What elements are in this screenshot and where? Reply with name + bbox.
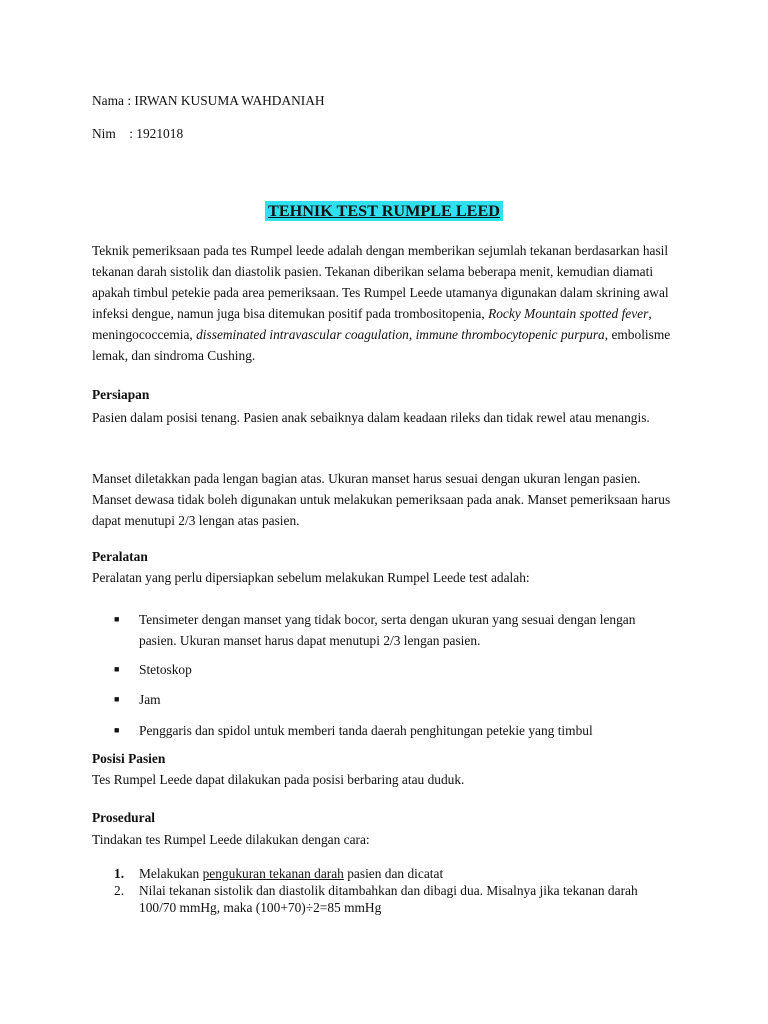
step-number: 1. bbox=[114, 866, 125, 881]
step-number: 2. bbox=[114, 883, 125, 898]
name-label: Nama : bbox=[92, 93, 135, 108]
intro-text-4: , embolisme lemak, dan sindroma Cushing. bbox=[92, 327, 671, 363]
intro-italic-dic: disseminated intravascular coagulation bbox=[196, 327, 409, 342]
bullet-square-icon: ■ bbox=[114, 614, 120, 624]
persiapan-paragraph-2: Manset diletakkan pada lengan bagian atas. Ukuran manset harus sesuai dengan ukuran lengan pasien. Manset dewasa tidak boleh digunakan untuk melakukan pemeriksaan pada anak. Manset pemeriksaan harus dapat menutupi 2/3 lengan atas pasien. bbox=[92, 471, 671, 528]
list-item-text: Stetoskop bbox=[139, 662, 192, 677]
nim-label: Nim : bbox=[92, 126, 137, 141]
prosedural-heading: Prosedural bbox=[92, 810, 155, 825]
intro-paragraph bbox=[92, 240, 682, 366]
posisi-heading: Posisi Pasien bbox=[92, 751, 166, 766]
document-title: TEHNIK TEST RUMPLE LEED bbox=[265, 201, 503, 221]
bullet-square-icon: ■ bbox=[114, 694, 120, 704]
title-container bbox=[0, 201, 768, 221]
nim-line bbox=[92, 126, 183, 142]
persiapan-heading: Persiapan bbox=[92, 387, 150, 402]
list-item-text: Tensimeter dengan manset yang tidak bocor, serta dengan ukuran yang sesuai dengan lengan pasien. Ukuran manset harus dapat menutupi 2/3 lengan pasien. bbox=[139, 612, 636, 648]
intro-text-3: , bbox=[408, 327, 416, 342]
list-item bbox=[114, 882, 674, 916]
intro-italic-itp: immune thrombocytopenic purpura bbox=[415, 327, 605, 342]
bullet-square-icon: ■ bbox=[114, 664, 120, 674]
persiapan-paragraph-1: Pasien dalam posisi tenang. Pasien anak sebaiknya dalam keadaan rileks dan tidak rewel atau menangis. bbox=[92, 410, 650, 425]
bullet-square-icon: ■ bbox=[114, 725, 120, 735]
intro-italic-rocky: Rocky Mountain spotted fever bbox=[488, 306, 649, 321]
name-value: IRWAN KUSUMA WAHDANIAH bbox=[134, 93, 325, 108]
peralatan-heading: Peralatan bbox=[92, 549, 148, 564]
list-item-text: Jam bbox=[139, 692, 161, 707]
prosedural-intro: Tindakan tes Rumpel Leede dilakukan dengan cara: bbox=[92, 832, 370, 847]
step-1-text-pre: Melakukan bbox=[139, 866, 203, 881]
nim-value: 1921018 bbox=[136, 126, 184, 141]
list-item bbox=[114, 865, 674, 882]
posisi-text: Tes Rumpel Leede dapat dilakukan pada posisi berbaring atau duduk. bbox=[92, 772, 465, 787]
blood-pressure-link[interactable]: pengukuran tekanan darah bbox=[202, 866, 344, 881]
step-1-text-post: pasien dan dicatat bbox=[343, 866, 444, 881]
peralatan-intro: Peralatan yang perlu dipersiapkan sebelum melakukan Rumpel Leede test adalah: bbox=[92, 570, 530, 585]
list-item bbox=[114, 720, 674, 741]
intro-text-1: Teknik pemeriksaan pada tes Rumpel leede adalah dengan memberikan sejumlah tekanan berdasarkan hasil tekanan darah sistolik dan diastolik pasien. Tekanan diberikan selama beberapa menit, kemudian diamati apakah timbul petekie pada area pemeriksaan. Tes Rumpel Leede utamanya digunakan dalam skrining awal infeksi dengue, namun juga bisa ditemukan positif pada trombositopenia, bbox=[92, 243, 669, 321]
step-text: Nilai tekanan sistolik dan diastolik ditambahkan dan dibagi dua. Misalnya jika tekanan darah 100/70 mmHg, maka (100+70)÷2=85 mmHg bbox=[139, 883, 638, 915]
name-line bbox=[92, 93, 325, 109]
list-item-text: Penggaris dan spidol untuk memberi tanda daerah penghitungan petekie yang timbul bbox=[139, 723, 593, 738]
intro-text-2: , meningococcemia, bbox=[92, 306, 652, 342]
step-text bbox=[139, 865, 674, 882]
list-item bbox=[114, 659, 674, 680]
list-item bbox=[114, 689, 674, 710]
list-item bbox=[114, 609, 674, 651]
